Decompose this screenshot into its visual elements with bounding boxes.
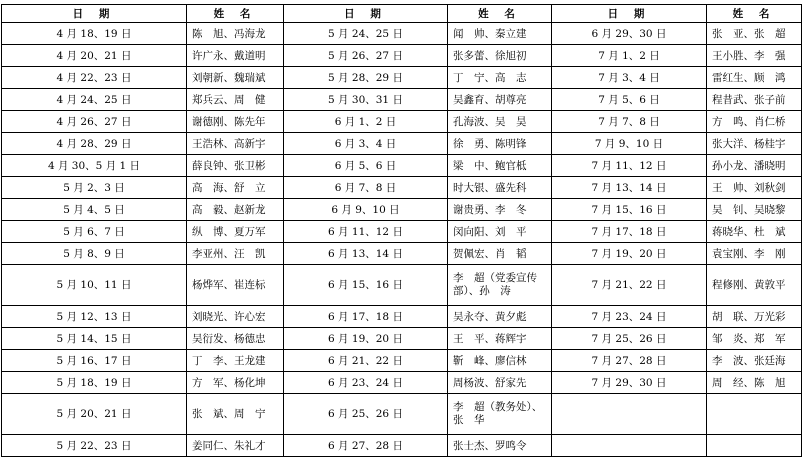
name-cell: 袁宝刚、李 刚 xyxy=(707,243,802,265)
name-cell: 郑兵云、周 健 xyxy=(187,89,284,111)
name-cell: 吴 钊、吴晓黎 xyxy=(707,199,802,221)
table-row xyxy=(2,67,802,89)
name-cell: 周 经、陈 旭 xyxy=(707,372,802,394)
name-cell: 薛良钟、张卫彬 xyxy=(187,155,284,177)
name-cell: 杨烨军、崔连标 xyxy=(187,265,284,306)
date-cell: 5 月 2、3 日 xyxy=(2,177,187,199)
date-cell: 5 月 20、21 日 xyxy=(2,394,187,435)
name-cell: 孔海波、吴 昊 xyxy=(448,111,552,133)
table-body xyxy=(2,23,802,457)
date-cell: 4 月 26、27 日 xyxy=(2,111,187,133)
name-cell: 方 军、杨化坤 xyxy=(187,372,284,394)
table-row xyxy=(2,435,802,457)
table-row xyxy=(2,306,802,328)
name-cell: 姜同仁、朱礼才 xyxy=(187,435,284,457)
date-cell: 6 月 25、26 日 xyxy=(284,394,448,435)
name-cell: 张大洋、杨桂宇 xyxy=(707,133,802,155)
name-cell: 蒋晓华、杜 斌 xyxy=(707,221,802,243)
date-cell: 7 月 25、26 日 xyxy=(552,328,707,350)
name-cell: 周杨波、舒家先 xyxy=(448,372,552,394)
date-cell: 5 月 4、5 日 xyxy=(2,199,187,221)
date-cell: 6 月 27、28 日 xyxy=(284,435,448,457)
name-cell: 闵向阳、刘 平 xyxy=(448,221,552,243)
table-row xyxy=(2,394,802,435)
duty-schedule xyxy=(0,4,803,457)
header-name-2: 姓 名 xyxy=(448,5,552,23)
table-row xyxy=(2,89,802,111)
name-cell: 高 毅、赵新龙 xyxy=(187,199,284,221)
date-cell: 7 月 29、30 日 xyxy=(552,372,707,394)
name-cell: 时大银、盛先科 xyxy=(448,177,552,199)
name-cell: 王浩林、高新宇 xyxy=(187,133,284,155)
name-cell: 闻 帅、秦立建 xyxy=(448,23,552,45)
date-cell: 6 月 9、10 日 xyxy=(284,199,448,221)
date-cell: 7 月 11、12 日 xyxy=(552,155,707,177)
date-cell: 4 月 20、21 日 xyxy=(2,45,187,67)
name-cell: 李 超（教务处）、张 华 xyxy=(448,394,552,435)
name-cell: 吴永夺、黄夕彪 xyxy=(448,306,552,328)
name-cell: 靳 峰、廖信林 xyxy=(448,350,552,372)
name-cell: 王 平、蒋辉宇 xyxy=(448,328,552,350)
date-cell: 6 月 13、14 日 xyxy=(284,243,448,265)
header-date-1: 日 期 xyxy=(2,5,187,23)
date-cell: 6 月 11、12 日 xyxy=(284,221,448,243)
date-cell: 7 月 15、16 日 xyxy=(552,199,707,221)
date-cell xyxy=(552,394,707,435)
name-cell: 雷红生、顾 鸿 xyxy=(707,67,802,89)
date-cell: 5 月 14、15 日 xyxy=(2,328,187,350)
date-cell: 5 月 10、11 日 xyxy=(2,265,187,306)
name-cell: 方 鸣、肖仁桥 xyxy=(707,111,802,133)
name-cell: 徐 勇、陈明锋 xyxy=(448,133,552,155)
name-cell: 王 帅、刘秋剑 xyxy=(707,177,802,199)
date-cell: 7 月 7、8 日 xyxy=(552,111,707,133)
date-cell: 5 月 30、31 日 xyxy=(284,89,448,111)
date-cell: 7 月 23、24 日 xyxy=(552,306,707,328)
name-cell: 刘晓光、许心宏 xyxy=(187,306,284,328)
name-cell: 谢德刚、陈先年 xyxy=(187,111,284,133)
name-cell: 贺佩宏、肖 韬 xyxy=(448,243,552,265)
date-cell: 6 月 17、18 日 xyxy=(284,306,448,328)
date-cell: 5 月 22、23 日 xyxy=(2,435,187,457)
name-cell: 王小胜、李 强 xyxy=(707,45,802,67)
date-cell: 5 月 18、19 日 xyxy=(2,372,187,394)
name-cell: 李 波、张廷海 xyxy=(707,350,802,372)
date-cell: 7 月 17、18 日 xyxy=(552,221,707,243)
date-cell: 5 月 12、13 日 xyxy=(2,306,187,328)
date-cell: 6 月 7、8 日 xyxy=(284,177,448,199)
name-cell: 程修刚、黄敦平 xyxy=(707,265,802,306)
date-cell: 5 月 28、29 日 xyxy=(284,67,448,89)
name-cell: 许广永、戴道明 xyxy=(187,45,284,67)
date-cell: 7 月 9、10 日 xyxy=(552,133,707,155)
date-cell: 5 月 8、9 日 xyxy=(2,243,187,265)
name-cell: 张多蕾、徐旭初 xyxy=(448,45,552,67)
table-row xyxy=(2,372,802,394)
date-cell: 6 月 19、20 日 xyxy=(284,328,448,350)
name-cell: 程昔武、张子前 xyxy=(707,89,802,111)
table-row xyxy=(2,177,802,199)
table-row xyxy=(2,155,802,177)
date-cell: 6 月 23、24 日 xyxy=(284,372,448,394)
header-row xyxy=(2,5,802,23)
name-cell: 张 亚、张 超 xyxy=(707,23,802,45)
date-cell: 4 月 18、19 日 xyxy=(2,23,187,45)
name-cell: 高 海、舒 立 xyxy=(187,177,284,199)
date-cell: 5 月 26、27 日 xyxy=(284,45,448,67)
date-cell: 7 月 27、28 日 xyxy=(552,350,707,372)
name-cell: 吴衍发、杨德忠 xyxy=(187,328,284,350)
name-cell: 张士杰、罗鸣令 xyxy=(448,435,552,457)
table-row xyxy=(2,23,802,45)
date-cell: 4 月 24、25 日 xyxy=(2,89,187,111)
table-row xyxy=(2,221,802,243)
name-cell: 邹 炎、郑 军 xyxy=(707,328,802,350)
table-row xyxy=(2,243,802,265)
header-date-2: 日 期 xyxy=(284,5,448,23)
name-cell: 吴鑫育、胡尊亮 xyxy=(448,89,552,111)
date-cell: 6 月 29、30 日 xyxy=(552,23,707,45)
name-cell: 刘朝新、魏瑞斌 xyxy=(187,67,284,89)
date-cell: 4 月 30、5 月 1 日 xyxy=(2,155,187,177)
name-cell: 纵 博、夏万军 xyxy=(187,221,284,243)
table-row xyxy=(2,199,802,221)
date-cell xyxy=(552,435,707,457)
name-cell: 孙小龙、潘晓明 xyxy=(707,155,802,177)
header-name-3: 姓 名 xyxy=(707,5,802,23)
date-cell: 7 月 5、6 日 xyxy=(552,89,707,111)
date-cell: 6 月 1、2 日 xyxy=(284,111,448,133)
name-cell: 李亚州、汪 凯 xyxy=(187,243,284,265)
name-cell: 丁 宁、高 志 xyxy=(448,67,552,89)
date-cell: 6 月 3、4 日 xyxy=(284,133,448,155)
date-cell: 7 月 3、4 日 xyxy=(552,67,707,89)
table-row xyxy=(2,111,802,133)
date-cell: 7 月 21、22 日 xyxy=(552,265,707,306)
header-name-1: 姓 名 xyxy=(187,5,284,23)
date-cell: 6 月 21、22 日 xyxy=(284,350,448,372)
duty-table xyxy=(1,4,802,457)
table-row xyxy=(2,328,802,350)
date-cell: 4 月 22、23 日 xyxy=(2,67,187,89)
name-cell: 丁 李、王龙建 xyxy=(187,350,284,372)
table-row xyxy=(2,45,802,67)
date-cell: 6 月 15、16 日 xyxy=(284,265,448,306)
date-cell: 7 月 13、14 日 xyxy=(552,177,707,199)
table-row xyxy=(2,350,802,372)
name-cell: 李 超（党委宣传部）、孙 涛 xyxy=(448,265,552,306)
table-row xyxy=(2,133,802,155)
name-cell: 张 斌、周 宁 xyxy=(187,394,284,435)
name-cell: 谢贵勇、李 冬 xyxy=(448,199,552,221)
header-date-3: 日 期 xyxy=(552,5,707,23)
name-cell: 梁 中、鲍官柢 xyxy=(448,155,552,177)
date-cell: 7 月 19、20 日 xyxy=(552,243,707,265)
table-row xyxy=(2,265,802,306)
name-cell xyxy=(707,435,802,457)
name-cell xyxy=(707,394,802,435)
name-cell: 陈 旭、冯海龙 xyxy=(187,23,284,45)
date-cell: 7 月 1、2 日 xyxy=(552,45,707,67)
date-cell: 4 月 28、29 日 xyxy=(2,133,187,155)
name-cell: 胡 联、万光彩 xyxy=(707,306,802,328)
date-cell: 6 月 5、6 日 xyxy=(284,155,448,177)
date-cell: 5 月 24、25 日 xyxy=(284,23,448,45)
date-cell: 5 月 6、7 日 xyxy=(2,221,187,243)
date-cell: 5 月 16、17 日 xyxy=(2,350,187,372)
